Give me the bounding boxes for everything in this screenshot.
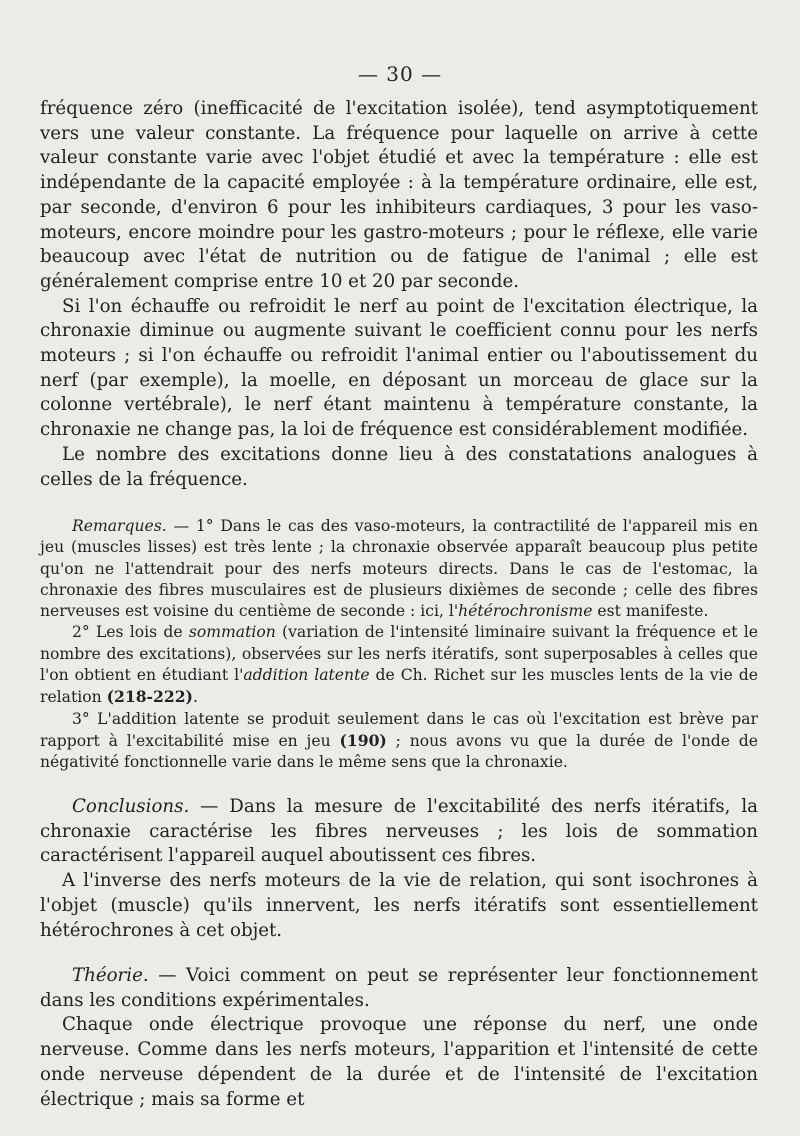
remarques-label: Remarques. [72,517,167,535]
conclusions-label: Conclusions. [72,796,190,817]
remarque-1: Remarques. — 1° Dans le cas des vaso-moteurs, la contractilité de l'appareil mis en jeu (muscles lisses) est très lente ; la chronaxie observée apparaît beaucoup plus petite qu'on ne l'attendrait pour des nerfs moteurs directs. Dans le cas de l'estomac, la chronaxie des fibres musculaires est de plusieurs dixièmes de seconde ; celle des fibres nerveuses est voisine du centième de seconde : ici, l'hétérochronisme est manifeste. [40,517,758,621]
section-conclusions [40,795,758,943]
paragraph-nombre-excitations: Le nombre des excitations donne lieu à des constatations analogues à celles de la fréquence. [40,443,758,490]
section-theorie [40,964,758,1112]
conclusions-paragraph: Conclusions. — Dans la mesure de l'excitabilité des nerfs itératifs, la chronaxie caractérise les fibres nerveuses ; les lois de sommation caractérisent l'appareil auquel aboutissent ces fibres. [40,796,758,867]
term-heterochronisme: hétérochronisme [458,602,593,621]
reference-218-222: (218-222) [106,687,193,707]
section-remarques [40,516,758,774]
term-addition-latente: addition latente [243,666,370,685]
paragraph-frequence-continued: fréquence zéro (inefficacité de l'excitation isolée), tend asymptotiquement vers une valeur constante. La fréquence pour laquelle on arrive à cette valeur constante varie avec l'objet étudié et avec la température : elle est indépendante de la capacité employée : à la température ordinaire, elle est, par seconde, d'environ 6 pour les inhibiteurs cardiaques, 3 pour les vaso-moteurs, encore moindre pour les gastro-moteurs ; pour le réflexe, elle varie beaucoup avec l'état de nutrition ou de fatigue de l'animal ; elle est généralement comprise entre 10 et 20 par seconde. [40,98,758,292]
theorie-label: Théorie. [72,965,149,986]
theorie-onde-nerveuse: Chaque onde électrique provoque une réponse du nerf, une onde nerveuse. Comme dans les nerfs moteurs, l'apparition et l'intensité de cette onde nerveuse dépendent de la durée et de l'intensité de l'excitation électrique ; mais sa forme et [40,1014,758,1110]
page-number: — 30 — [357,62,443,86]
remarque-2: 2° Les lois de sommation (variation de l'intensité liminaire suivant la fréquence et le nombre des excitations), observées sur les nerfs itératifs, sont superposables à celles que l'on obtient en étudiant l'addition latente de Ch. Richet sur les muscles lents de la vie de relation (218-222). [40,623,758,707]
reference-190: (190) [339,730,387,750]
remarque-3: 3° L'addition latente se produit seulement dans le cas où l'excitation est brève par rapport à l'excitabilité mise en jeu (190) ; nous avons vu que la durée de l'onde de négativité fonctionnelle varie dans le même sens que la chronaxie. [40,709,758,772]
conclusions-isochrones: A l'inverse des nerfs moteurs de la vie de relation, qui sont isochrones à l'objet (muscle) qu'ils innervent, les nerfs itératifs sont essentiellement hétérochrones à cet objet. [40,870,758,941]
paragraph-temperature: Si l'on échauffe ou refroidit le nerf au point de l'excitation électrique, la chronaxie diminue ou augmente suivant le coefficient connu pour les nerfs moteurs ; si l'on échauffe ou refroidit l'animal entier ou l'aboutissement du nerf (par exemple), la moelle, en déposant un morceau de glace sur la colonne vertébrale), le nerf étant maintenu à température constante, la chronaxie ne change pas, la loi de fréquence est considérablement modifiée. [40,295,758,441]
term-sommation: sommation [188,623,276,642]
section-frequence [40,97,758,492]
theorie-paragraph: Théorie. — Voici comment on peut se représenter leur fonctionnement dans les conditions expérimentales. [40,965,758,1011]
